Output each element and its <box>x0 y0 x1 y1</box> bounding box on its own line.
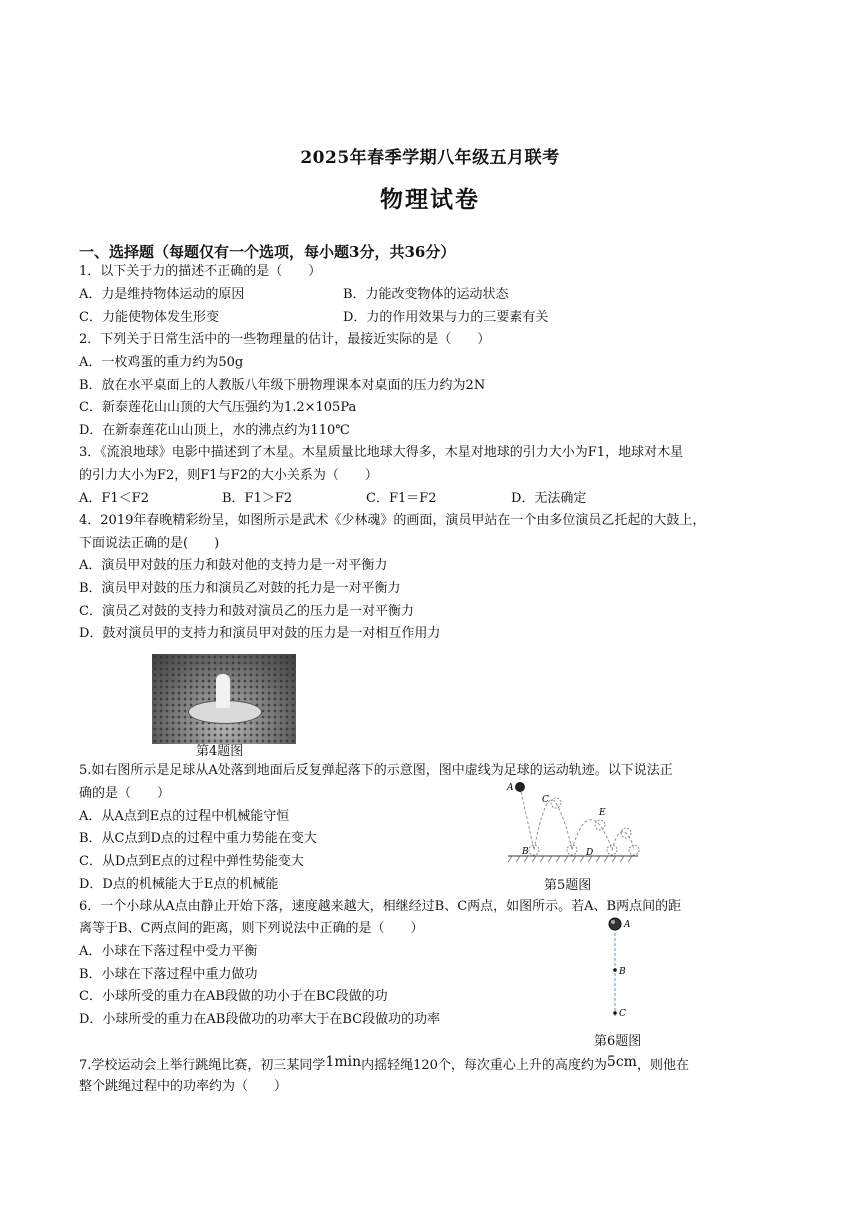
ball-a <box>515 782 525 792</box>
q3-stem-line2: 的引力大小为F2，则F1与F2的大小关系为（ ） <box>79 468 378 483</box>
q4-option-c: C．演员乙对鼓的支持力和鼓对演员乙的压力是一对平衡力 <box>79 604 414 619</box>
q3-stem-line1: 3．《流浪地球》电影中描述到了木星。木星质量比地球大得多，木星对地球的引力大小为F1，地球对木星 <box>79 445 684 460</box>
q1-option-d: D．力的作用效果与力的三要素有关 <box>343 310 549 325</box>
q7-stem-line1 <box>79 1056 689 1075</box>
q3-option-c: C．F1＝F2 <box>366 491 437 506</box>
q5-stem-line2: 确的是（ ） <box>79 786 171 801</box>
q7-stem-line2: 整个跳绳过程中的功率约为（ ） <box>79 1079 288 1094</box>
q5-option-a: A．从A点到E点的过程中机械能守恒 <box>79 809 290 824</box>
label-c: C <box>619 1009 626 1019</box>
q4-performance-photo <box>152 654 296 744</box>
q5-option-d: D．D点的机械能大于E点的机械能 <box>79 877 279 892</box>
q3-option-a: A．F1＜F2 <box>79 491 149 506</box>
q4-figure-caption: 第4题图 <box>196 744 244 759</box>
subject-title: 物理试卷 <box>380 186 480 213</box>
label-d: D <box>586 848 594 858</box>
q7-text-2: 内摇轻绳120个，每次重心上升的高度约为 <box>361 1058 607 1073</box>
q2-option-c: C．新泰莲花山山顶的大气压强约为1.2×105Pa <box>79 400 357 415</box>
q4-stem-line2: 下面说法正确的是( ) <box>79 536 220 551</box>
q4-option-b: B．演员甲对鼓的压力和演员乙对鼓的托力是一对平衡力 <box>79 581 401 596</box>
q3-option-d: D．无法确定 <box>511 491 587 506</box>
label-e: E <box>599 808 606 818</box>
label-b: B <box>619 967 626 977</box>
q6-option-b: B．小球在下落过程中重力做功 <box>79 967 258 982</box>
q6-stem-line2: 离等于B、C两点间的距离，则下列说法中正确的是（ ） <box>79 921 424 936</box>
q4-option-a: A．演员甲对鼓的压力和鼓对他的支持力是一对平衡力 <box>79 558 388 573</box>
q5-bouncing-ball-diagram <box>504 777 644 867</box>
q5-option-c: C．从D点到E点的过程中弹性势能变大 <box>79 854 304 869</box>
q5-stem-line1: 5.如右图所示是足球从A处落到地面后反复弹起落下的示意图，图中虚线为足球的运动轨迹。以下说法正 <box>79 763 673 778</box>
q7-height-value: 5cm <box>606 1054 637 1070</box>
q1-stem: 1．以下关于力的描述不正确的是（ ） <box>79 264 322 279</box>
q1-option-b: B．力能改变物体的运动状态 <box>343 287 509 302</box>
q7-text-1: 7.学校运动会上举行跳绳比赛，初三某同学 <box>79 1058 326 1073</box>
exam-title: 2025年春季学期八年级五月联考 <box>300 148 560 168</box>
q2-stem: 2．下列关于日常生活中的一些物理量的估计，最接近实际的是（ ） <box>79 332 491 347</box>
q5-option-b: B．从C点到D点的过程中重力势能在变大 <box>79 831 317 846</box>
label-a: A <box>624 920 631 930</box>
label-c: C <box>542 795 549 805</box>
q6-stem-line1: 6．一个小球从A点由静止开始下落，速度越来越大，相继经过B、C两点，如图所示。若A、B两点间的距 <box>79 899 682 914</box>
q6-option-c: C．小球所受的重力在AB段做的功小于在BC段做的功 <box>79 989 388 1004</box>
label-a: A <box>507 783 514 793</box>
q5-figure-caption: 第5题图 <box>544 878 592 893</box>
q2-option-a: A．一枚鸡蛋的重力约为50g <box>79 355 244 370</box>
q6-option-a: A．小球在下落过程中受力平衡 <box>79 944 258 959</box>
q1-option-c: C．力能使物体发生形变 <box>79 310 219 325</box>
q2-option-b: B．放在水平桌面上的人教版八年级下册物理课本对桌面的压力约为2N <box>79 378 486 393</box>
q1-option-a: A．力是维持物体运动的原因 <box>79 287 245 302</box>
label-b: B <box>522 847 529 857</box>
q4-stem-line1: 4．2019年春晚精彩纷呈，如图所示是武术《少林魂》的画面，演员甲站在一个由多位演员乙托起的大鼓上， <box>79 513 706 528</box>
q3-option-b: B．F1＞F2 <box>222 491 293 506</box>
section-heading: 一、选择题（每题仅有一个选项，每小题3分，共36分） <box>79 243 456 261</box>
q7-time-value: 1min <box>325 1054 362 1070</box>
q7-text-3: ，则他在 <box>636 1058 689 1073</box>
q6-figure-caption: 第6题图 <box>594 1034 642 1049</box>
q6-option-d: D．小球所受的重力在AB段做功的功率大于在BC段做功的功率 <box>79 1012 441 1027</box>
q6-falling-ball-diagram <box>600 914 640 1024</box>
q2-option-d: D．在新泰莲花山山顶上，水的沸点约为110℃ <box>79 423 350 438</box>
q4-option-d: D．鼓对演员甲的支持力和演员甲对鼓的压力是一对相互作用力 <box>79 626 441 641</box>
